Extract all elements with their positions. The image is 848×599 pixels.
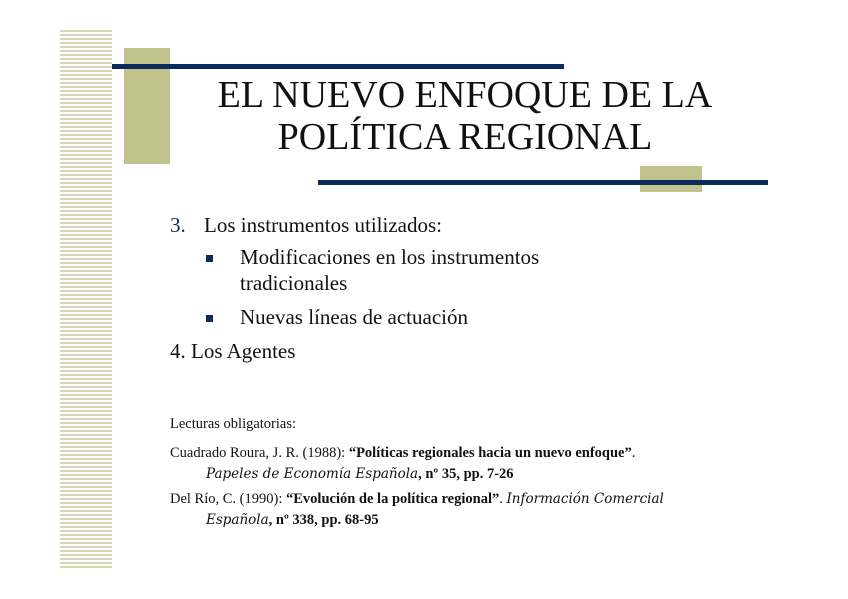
title-rule-bottom	[318, 180, 768, 185]
sub-item-1	[170, 244, 770, 296]
ref-rest: , nº 35, pp. 7-26	[418, 466, 514, 482]
slide-outline	[170, 212, 770, 364]
ref-article: “Políticas regionales hacia un nuevo enfoque”	[348, 445, 632, 461]
outline-item-4: 4. Los Agentes	[170, 339, 296, 363]
readings-section	[170, 414, 690, 535]
sub-item-1-line-2: tradicionales	[240, 271, 348, 295]
sub-item-2-text: Nuevas líneas de actuación	[240, 305, 468, 329]
reference-2	[170, 489, 690, 531]
outline-item-3	[170, 212, 770, 244]
title-line-1: EL NUEVO ENFOQUE DE LA	[217, 74, 713, 116]
ref-sep: .	[499, 491, 507, 507]
ref-author: Del Río, C. (1990):	[170, 491, 286, 507]
square-bullet-icon	[206, 315, 213, 322]
slide-title	[170, 74, 760, 158]
accent-block-right	[640, 166, 702, 192]
ref-author: Cuadrado Roura, J. R. (1988):	[170, 445, 349, 461]
readings-heading: Lecturas obligatorias:	[170, 416, 297, 432]
item-text: Los instrumentos utilizados:	[204, 213, 442, 237]
ref-rest: , nº 338, pp. 68-95	[268, 512, 379, 528]
title-line-2: POLÍTICA REGIONAL	[277, 116, 653, 158]
reference-1	[170, 443, 690, 485]
square-bullet-icon	[206, 255, 213, 262]
ref-journal: Información Comercial Española	[206, 491, 664, 528]
ref-article: “Evolución de la política regional”	[286, 491, 500, 507]
ref-sep: .	[631, 445, 636, 461]
title-rule-top	[112, 64, 564, 69]
ref-journal: Papeles de Economía Española	[206, 466, 419, 482]
decorative-stripes	[60, 30, 112, 570]
item-number: 3.	[170, 213, 186, 237]
sub-item-1-line-1: Modificaciones en los instrumentos	[240, 245, 540, 269]
sub-item-2	[170, 304, 770, 330]
